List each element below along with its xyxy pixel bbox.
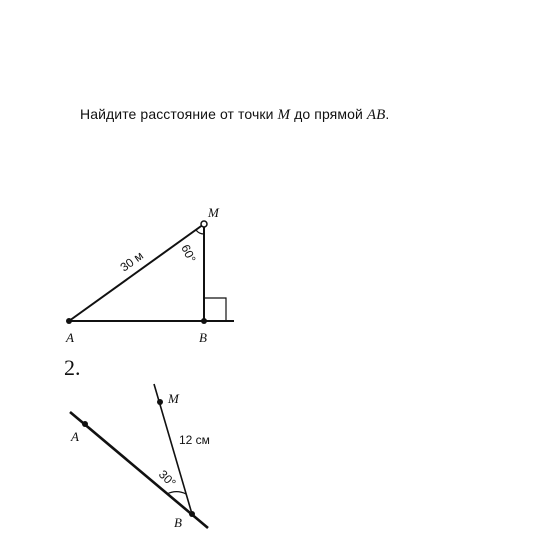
task-point: M — [277, 107, 291, 123]
line-ab — [70, 412, 208, 528]
label-b: B — [199, 330, 207, 345]
point-m — [157, 399, 163, 405]
label-m: M — [208, 205, 219, 220]
label-b: B — [174, 515, 182, 530]
point-a — [82, 421, 88, 427]
side-length-am: 30 м — [117, 248, 146, 275]
angle-value-m: 60° — [178, 242, 199, 265]
task-line: AB — [366, 107, 386, 123]
side-length-mb: 12 см — [179, 433, 210, 447]
point-b — [189, 511, 195, 517]
task-prefix: Найдите расстояние от точки — [80, 106, 278, 122]
angle-arc-b — [167, 492, 186, 494]
label-a: A — [71, 429, 79, 444]
angle-value-b: 30° — [155, 467, 179, 490]
label-m: M — [168, 391, 179, 406]
problem-number: 2. — [64, 355, 81, 380]
task-middle: до прямой — [290, 106, 367, 122]
label-a: A — [66, 330, 74, 345]
task-suffix: . — [385, 106, 390, 122]
